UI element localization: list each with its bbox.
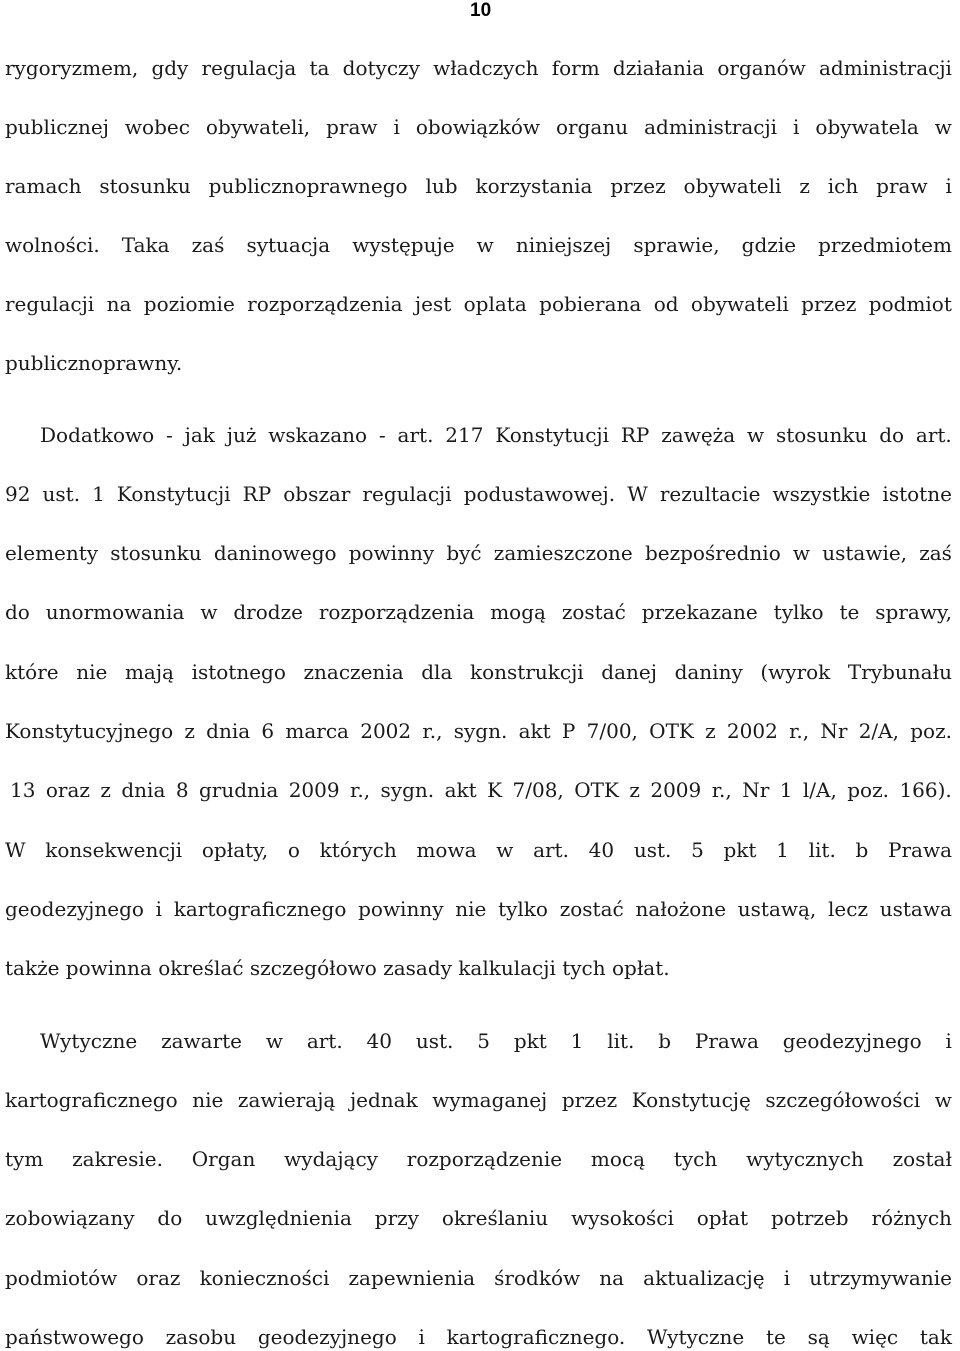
text-line	[5, 56, 952, 80]
word: oplata	[463, 292, 527, 316]
word: rozporządzenie	[406, 1147, 563, 1171]
word: regulacji	[362, 482, 452, 506]
word: w	[200, 600, 218, 624]
word: sygn.	[453, 719, 508, 743]
word: tylko	[498, 897, 548, 921]
word: konsekwencji	[45, 838, 183, 862]
word: 7/08,	[512, 778, 564, 802]
word: przez	[610, 174, 666, 198]
word: publicznej	[5, 115, 109, 139]
word: 166).	[899, 778, 952, 802]
word: przy	[374, 1206, 419, 1230]
word: w	[792, 541, 811, 565]
word: regulacja	[201, 56, 297, 80]
word: sprawy,	[875, 600, 952, 624]
word: wobec	[124, 115, 190, 139]
word: Konstytucyjnego	[5, 719, 174, 743]
word: Prawa	[694, 1029, 759, 1053]
word: utrzymywanie	[809, 1266, 952, 1290]
word: podustawowej.	[463, 482, 616, 506]
word: w	[934, 1088, 952, 1112]
word: regulacji	[5, 292, 95, 316]
word: zostać	[559, 897, 624, 921]
word: tak	[919, 1325, 952, 1349]
word: na	[599, 1266, 625, 1290]
word: r.,	[711, 778, 732, 802]
word: jednak	[349, 1088, 418, 1112]
word: organu	[556, 115, 629, 139]
word: z	[629, 778, 640, 802]
word: lit.	[808, 838, 836, 862]
word: z	[799, 174, 810, 198]
word: te	[839, 600, 860, 624]
word: gdy	[151, 56, 189, 80]
word: przez	[801, 292, 857, 316]
text-line	[5, 897, 952, 921]
word: 1	[779, 778, 793, 802]
word: być	[446, 541, 482, 565]
word: publicznoprawnego	[208, 174, 408, 198]
word: podmiotów	[5, 1266, 118, 1290]
word: ust.	[633, 838, 672, 862]
word: konieczności	[199, 1266, 330, 1290]
word: RP	[242, 482, 272, 506]
word: 2009	[650, 778, 702, 802]
word: poz.	[910, 719, 952, 743]
word: uwzględnienia	[205, 1206, 352, 1230]
word: konstrukcji	[469, 660, 584, 684]
text-line: także powinna określać szczegółowo zasady kalkulacji tych opłat.	[5, 956, 670, 980]
word: bezpośrednio	[644, 541, 781, 565]
text-line	[5, 660, 952, 684]
word: organów	[717, 56, 806, 80]
word: Wytyczne	[647, 1325, 745, 1349]
word: dnia	[206, 719, 251, 743]
word: do	[157, 1206, 183, 1230]
text-line	[5, 1206, 952, 1230]
text-line	[10, 778, 952, 802]
word: wytycznych	[746, 1147, 864, 1171]
word: wysokości	[571, 1206, 674, 1230]
word: Trybunału	[847, 660, 952, 684]
word: danej	[601, 660, 657, 684]
word: o	[287, 838, 300, 862]
word: został	[892, 1147, 952, 1171]
word: korzystania	[475, 174, 593, 198]
word: obywateli,	[205, 115, 311, 139]
word: zobowiązany	[5, 1206, 135, 1230]
word: poziomie	[143, 292, 235, 316]
word: ust.	[415, 1029, 454, 1053]
text-line	[5, 233, 952, 257]
word: zasobu	[165, 1325, 237, 1349]
word: 8	[175, 778, 189, 802]
word: mogą	[490, 600, 546, 624]
word: stosunku	[775, 423, 868, 447]
word: Prawa	[888, 838, 952, 862]
word: art.	[306, 1029, 343, 1053]
word: geodezyjnego	[257, 1325, 397, 1349]
word: tylko	[773, 600, 824, 624]
word: których	[319, 838, 397, 862]
word: i	[393, 115, 400, 139]
word: jest	[414, 292, 452, 316]
word: różnych	[871, 1206, 952, 1230]
word: rygoryzmem,	[5, 56, 139, 80]
word: zawęża	[661, 423, 736, 447]
word: lub	[425, 174, 458, 198]
word: w	[265, 1029, 283, 1053]
word: daninowego	[213, 541, 337, 565]
word: pkt	[513, 1029, 547, 1053]
word: OTK	[574, 778, 619, 802]
word: dla	[421, 660, 453, 684]
word: wymaganej	[432, 1088, 548, 1112]
word: Taka	[121, 233, 170, 257]
word: zawarte	[161, 1029, 242, 1053]
word: w	[934, 115, 952, 139]
word: ustawie,	[822, 541, 908, 565]
word: W	[627, 482, 648, 506]
word: przekazane	[641, 600, 758, 624]
word: przedmiotem	[818, 233, 952, 257]
word: ust.	[42, 482, 81, 506]
word: Nr	[820, 719, 848, 743]
word: władczych	[433, 56, 539, 80]
text-line	[5, 1088, 952, 1112]
word: przez	[561, 1088, 618, 1112]
word: Nr	[742, 778, 770, 802]
word: geodezyjnego	[5, 897, 144, 921]
word: oraz	[45, 778, 90, 802]
word: geodezyjnego	[782, 1029, 922, 1053]
word: art.	[915, 423, 952, 447]
word: jak	[184, 423, 215, 447]
word: Konstytucji	[116, 482, 231, 506]
word: 92	[5, 482, 31, 506]
word: znaczenia	[303, 660, 404, 684]
word: wydający	[284, 1147, 378, 1171]
word: nie	[76, 660, 108, 684]
word: praw	[876, 174, 928, 198]
word: 6	[261, 719, 275, 743]
word: w	[496, 838, 514, 862]
word: już	[226, 423, 257, 447]
word: unormowania	[45, 600, 185, 624]
word: tym	[5, 1147, 44, 1171]
word: administracji	[818, 56, 952, 80]
word: powinny	[358, 897, 444, 921]
word: 40	[588, 838, 615, 862]
word: które	[5, 660, 59, 684]
word: państwowego	[5, 1325, 144, 1349]
word: potrzeb	[770, 1206, 849, 1230]
word: r.,	[350, 778, 371, 802]
word: stosunku	[110, 541, 202, 565]
text-line	[40, 423, 952, 447]
word: zamieszczone	[493, 541, 633, 565]
word: dnia	[121, 778, 166, 802]
text-line	[5, 1266, 952, 1290]
word: z	[100, 778, 111, 802]
word: obywatela	[815, 115, 919, 139]
word: opłat	[696, 1206, 749, 1230]
word: stosunku	[99, 174, 191, 198]
word: poz.	[847, 778, 889, 802]
word: OTK	[649, 719, 694, 743]
word: 2009	[288, 778, 340, 802]
word: elementy	[5, 541, 99, 565]
word: 1	[570, 1029, 584, 1053]
text-line	[40, 1029, 952, 1053]
word: są	[807, 1325, 830, 1349]
text-line	[5, 174, 952, 198]
word: Wytyczne	[40, 1029, 138, 1053]
word: zakresie.	[72, 1147, 163, 1171]
word: 7/00,	[586, 719, 638, 743]
word: b	[855, 838, 869, 862]
word: i	[155, 897, 163, 921]
word: istotne	[882, 482, 952, 506]
text-line	[5, 541, 952, 565]
word: zostać	[561, 600, 626, 624]
word: rezultacie	[659, 482, 761, 506]
word: mają	[124, 660, 174, 684]
word: wolności.	[5, 233, 100, 257]
word: nie	[192, 1088, 224, 1112]
word: praw	[326, 115, 378, 139]
word: mowa	[416, 838, 477, 862]
word: 13	[10, 778, 36, 802]
word: w	[476, 233, 494, 257]
word: ich	[827, 174, 859, 198]
word: sprawie,	[633, 233, 720, 257]
word: dotyczy	[342, 56, 420, 80]
word: 2/A,	[858, 719, 899, 743]
text-line	[5, 838, 952, 862]
word: grudnia	[199, 778, 279, 802]
word: daniny	[674, 660, 743, 684]
word: kartograficznego	[5, 1088, 178, 1112]
word: i	[783, 1266, 791, 1290]
word: środków	[494, 1266, 581, 1290]
word: od	[653, 292, 679, 316]
word: 40	[366, 1029, 392, 1053]
word: r.,	[422, 719, 443, 743]
text-line	[5, 600, 952, 624]
word: 5	[477, 1029, 490, 1053]
word: obywateli	[690, 292, 789, 316]
word: 1	[776, 838, 789, 862]
word: powinny	[348, 541, 435, 565]
word: kartograficznego.	[446, 1325, 626, 1349]
text-line	[5, 719, 952, 743]
word: obowiązków	[415, 115, 541, 139]
word: do	[5, 600, 30, 624]
word: te	[766, 1325, 786, 1349]
text-line: publicznoprawny.	[5, 351, 183, 375]
word: rozporządzenia	[247, 292, 403, 316]
word: 5	[691, 838, 704, 862]
word: K	[487, 778, 503, 802]
word: ustawą,	[737, 897, 817, 921]
word: 217	[445, 423, 484, 447]
text-line	[5, 1147, 952, 1171]
word: Organ	[191, 1147, 256, 1171]
text-line	[5, 1325, 952, 1349]
word: -	[378, 423, 386, 447]
word: ramach	[5, 174, 82, 198]
word: r.,	[789, 719, 810, 743]
word: i	[945, 174, 952, 198]
text-line	[5, 292, 952, 316]
word: art.	[533, 838, 569, 862]
word: więc	[851, 1325, 899, 1349]
page-number: 10	[470, 0, 492, 21]
word: podmiot	[868, 292, 952, 316]
word: W	[5, 838, 26, 862]
word: ustawa	[879, 897, 952, 921]
word: Konstytucję	[631, 1088, 751, 1112]
text-line	[5, 115, 952, 139]
word: wskazano	[268, 423, 368, 447]
word: mocą	[590, 1147, 646, 1171]
word: b	[658, 1029, 672, 1053]
word: marca	[285, 719, 349, 743]
word: opłaty,	[201, 838, 269, 862]
word: gdzie	[741, 233, 797, 257]
word: pobierana	[539, 292, 642, 316]
word: nałożone	[635, 897, 727, 921]
word: i	[418, 1325, 425, 1349]
word: zapewnienia	[348, 1266, 476, 1290]
word: na	[106, 292, 132, 316]
word: lecz	[828, 897, 868, 921]
word: (wyrok	[760, 660, 831, 684]
word: istotnego	[191, 660, 286, 684]
word: zaś	[919, 541, 952, 565]
word: nie	[455, 897, 487, 921]
word: obszar	[283, 482, 351, 506]
word: form	[551, 56, 600, 80]
word: wszystkie	[772, 482, 871, 506]
word: Konstytucji	[495, 423, 609, 447]
word: występuje	[352, 233, 455, 257]
word: i	[945, 1029, 952, 1053]
word: 2002	[360, 719, 412, 743]
word: sygn.	[380, 778, 435, 802]
word: z	[184, 719, 195, 743]
word: tych	[673, 1147, 718, 1171]
word: pkt	[723, 838, 757, 862]
word: rozporządzenia	[318, 600, 475, 624]
word: ta	[309, 56, 330, 80]
word: art.	[397, 423, 434, 447]
word: akt	[444, 778, 477, 802]
word: zaś	[191, 233, 225, 257]
word: obywateli	[683, 174, 782, 198]
word: z	[705, 719, 716, 743]
word: Dodatkowo	[40, 423, 155, 447]
word: do	[879, 423, 905, 447]
word: oraz	[136, 1266, 181, 1290]
word: szczegółowości	[765, 1088, 921, 1112]
word: 1	[92, 482, 105, 506]
word: P	[561, 719, 576, 743]
word: zawierają	[237, 1088, 336, 1112]
word: sytuacja	[246, 233, 331, 257]
text-line	[5, 482, 952, 506]
word: administracji	[644, 115, 778, 139]
word: niniejszej	[515, 233, 612, 257]
word: l/A,	[802, 778, 837, 802]
word: 2002	[726, 719, 778, 743]
word: -	[166, 423, 173, 447]
word: drodze	[233, 600, 303, 624]
word: akt	[518, 719, 551, 743]
word: działania	[612, 56, 705, 80]
word: określaniu	[441, 1206, 549, 1230]
word: i	[793, 115, 800, 139]
word: RP	[620, 423, 650, 447]
word: lit.	[607, 1029, 635, 1053]
word: kartograficznego	[173, 897, 347, 921]
word: w	[746, 423, 765, 447]
word: aktualizację	[643, 1266, 765, 1290]
